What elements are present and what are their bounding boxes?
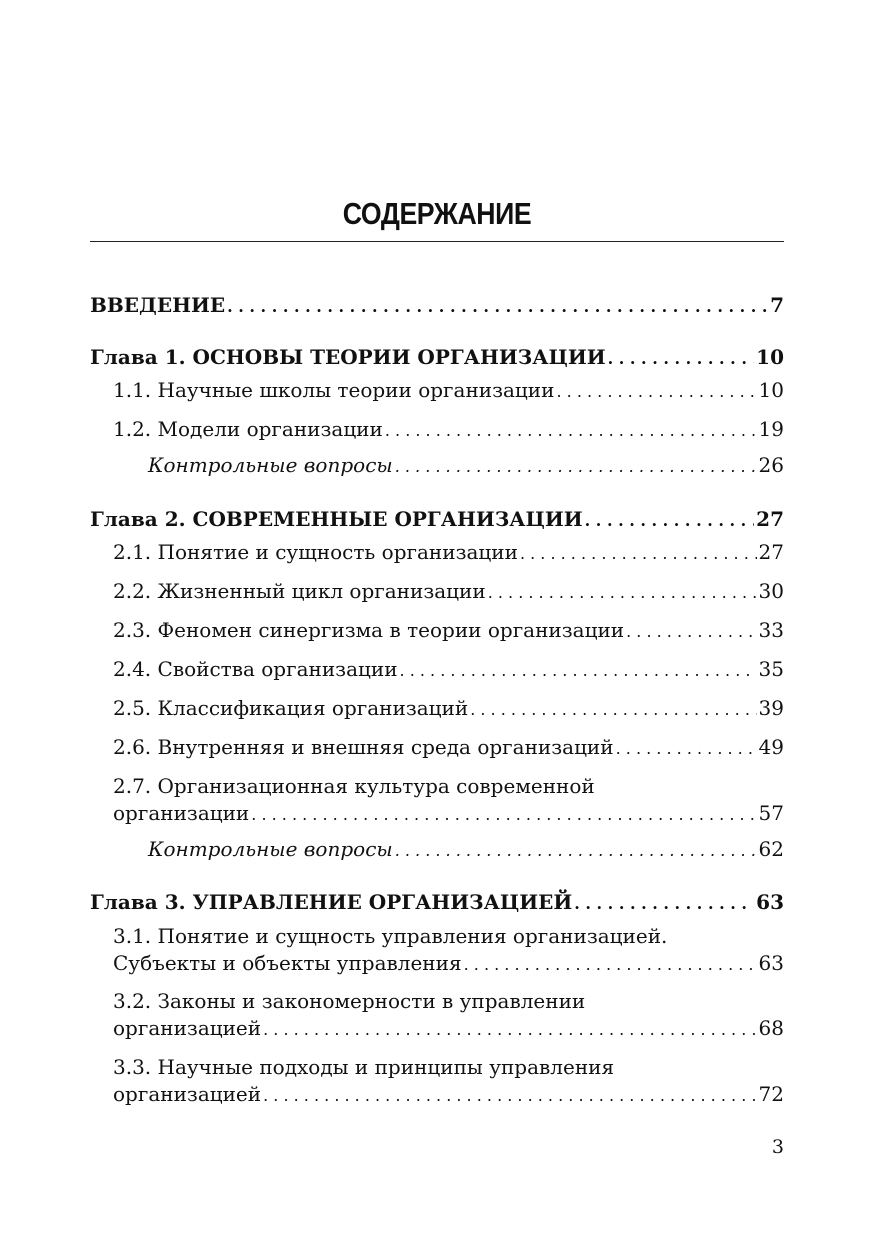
- dot-leader: [608, 346, 755, 372]
- toc-entry-text: Глава 1. ОСНОВЫ ТЕОРИИ ОРГАНИЗАЦИИ: [90, 345, 606, 369]
- toc-entry-first-line: 3.1. Понятие и сущность управления организацией.: [113, 924, 668, 948]
- dot-leader: [626, 619, 756, 645]
- dot-leader: [251, 802, 756, 828]
- dot-leader: [395, 454, 757, 480]
- toc-entry-text: Субъекты и объекты управления: [113, 951, 462, 975]
- toc-entry-3-1[interactable]: [113, 923, 784, 978]
- toc-entry-text: Глава 3. УПРАВЛЕНИЕ ОРГАНИЗАЦИЕЙ: [90, 890, 573, 914]
- toc-entry-2-1[interactable]: [113, 539, 784, 567]
- toc-entry-text: 2.3. Феномен синергизма в теории организации: [113, 618, 625, 642]
- toc-entry-first-line: 2.7. Организационная культура современной: [113, 774, 595, 798]
- toc-page-number: 35: [758, 657, 784, 681]
- toc-entry-2-5[interactable]: [113, 695, 784, 723]
- toc-page-number: 63: [758, 951, 784, 975]
- toc-entry-1-2[interactable]: [113, 416, 784, 444]
- toc-page-number: 30: [758, 579, 784, 603]
- toc-entry-text: ВВЕДЕНИЕ: [90, 293, 226, 317]
- toc-entry-text: Контрольные вопросы: [148, 453, 393, 477]
- toc-entry-2-2[interactable]: [113, 578, 784, 606]
- dot-leader: [574, 891, 754, 917]
- toc-entry-text: организации: [113, 801, 250, 825]
- dot-leader: [470, 697, 756, 723]
- toc-entry-review-questions-2[interactable]: [148, 836, 784, 864]
- dot-leader: [585, 508, 755, 534]
- page-number: 3: [771, 1136, 784, 1158]
- toc-entry-first-line: 3.3. Научные подходы и принципы управления: [113, 1055, 615, 1079]
- toc-page-number: 10: [756, 345, 784, 369]
- toc-page-number: 72: [758, 1082, 784, 1106]
- toc-page-number: 10: [758, 378, 784, 402]
- toc-entry-2-3[interactable]: [113, 617, 784, 645]
- dot-leader: [263, 1017, 756, 1043]
- dot-leader: [556, 379, 756, 405]
- toc-entry-text: организацией: [113, 1082, 262, 1106]
- dot-leader: [385, 418, 757, 444]
- page-title: СОДЕРЖАНИЕ: [342, 196, 532, 231]
- dot-leader: [488, 580, 757, 606]
- toc-entry-3-3[interactable]: [113, 1054, 784, 1109]
- toc-entry-review-questions-1[interactable]: [148, 452, 784, 480]
- toc-entry-introduction[interactable]: [90, 292, 784, 320]
- dot-leader: [395, 838, 757, 864]
- toc-entry-chapter-2[interactable]: [90, 506, 784, 534]
- toc-entry-chapter-1[interactable]: [90, 344, 784, 372]
- toc-entry-2-7[interactable]: [113, 773, 784, 828]
- title-divider: [90, 241, 784, 242]
- toc-entry-1-1[interactable]: [113, 377, 784, 405]
- toc-entry-text: Глава 2. СОВРЕМЕННЫЕ ОРГАНИЗАЦИИ: [90, 507, 583, 531]
- toc-page-number: 49: [758, 735, 784, 759]
- dot-leader: [400, 658, 757, 684]
- toc-entry-text: организацией: [113, 1016, 262, 1040]
- toc-entry-text: 2.2. Жизненный цикл организации: [113, 579, 486, 603]
- toc-page-number: 63: [756, 890, 784, 914]
- toc-page-number: 68: [758, 1016, 784, 1040]
- toc-entry-first-line: 3.2. Законы и закономерности в управлении: [113, 989, 586, 1013]
- toc-entry-2-6[interactable]: [113, 734, 784, 762]
- toc-page-number: 33: [758, 618, 784, 642]
- toc-page-number: 19: [758, 417, 784, 441]
- toc-entry-3-2[interactable]: [113, 988, 784, 1043]
- toc-page-number: 7: [770, 293, 784, 317]
- toc-page-number: 57: [758, 801, 784, 825]
- dot-leader: [227, 294, 768, 320]
- toc-entry-text: 1.2. Модели организации: [113, 417, 383, 441]
- toc-page-number: 27: [756, 507, 784, 531]
- toc-entry-text: 1.1. Научные школы теории организации: [113, 378, 555, 402]
- dot-leader: [616, 736, 757, 762]
- toc-entry-text: Контрольные вопросы: [148, 837, 393, 861]
- toc-page-number: 39: [758, 696, 784, 720]
- toc-entry-chapter-3[interactable]: [90, 889, 784, 917]
- dot-leader: [520, 541, 757, 567]
- toc-entry-2-4[interactable]: [113, 656, 784, 684]
- toc-entry-text: 2.1. Понятие и сущность организации: [113, 540, 518, 564]
- toc-entry-text: 2.6. Внутренняя и внешняя среда организаций: [113, 735, 614, 759]
- toc-page-number: 26: [758, 453, 784, 477]
- dot-leader: [263, 1083, 756, 1109]
- toc-entry-text: 2.5. Классификация организаций: [113, 696, 469, 720]
- toc-page-number: 62: [758, 837, 784, 861]
- toc-entry-text: 2.4. Свойства организации: [113, 657, 398, 681]
- dot-leader: [464, 952, 757, 978]
- toc-page-number: 27: [758, 540, 784, 564]
